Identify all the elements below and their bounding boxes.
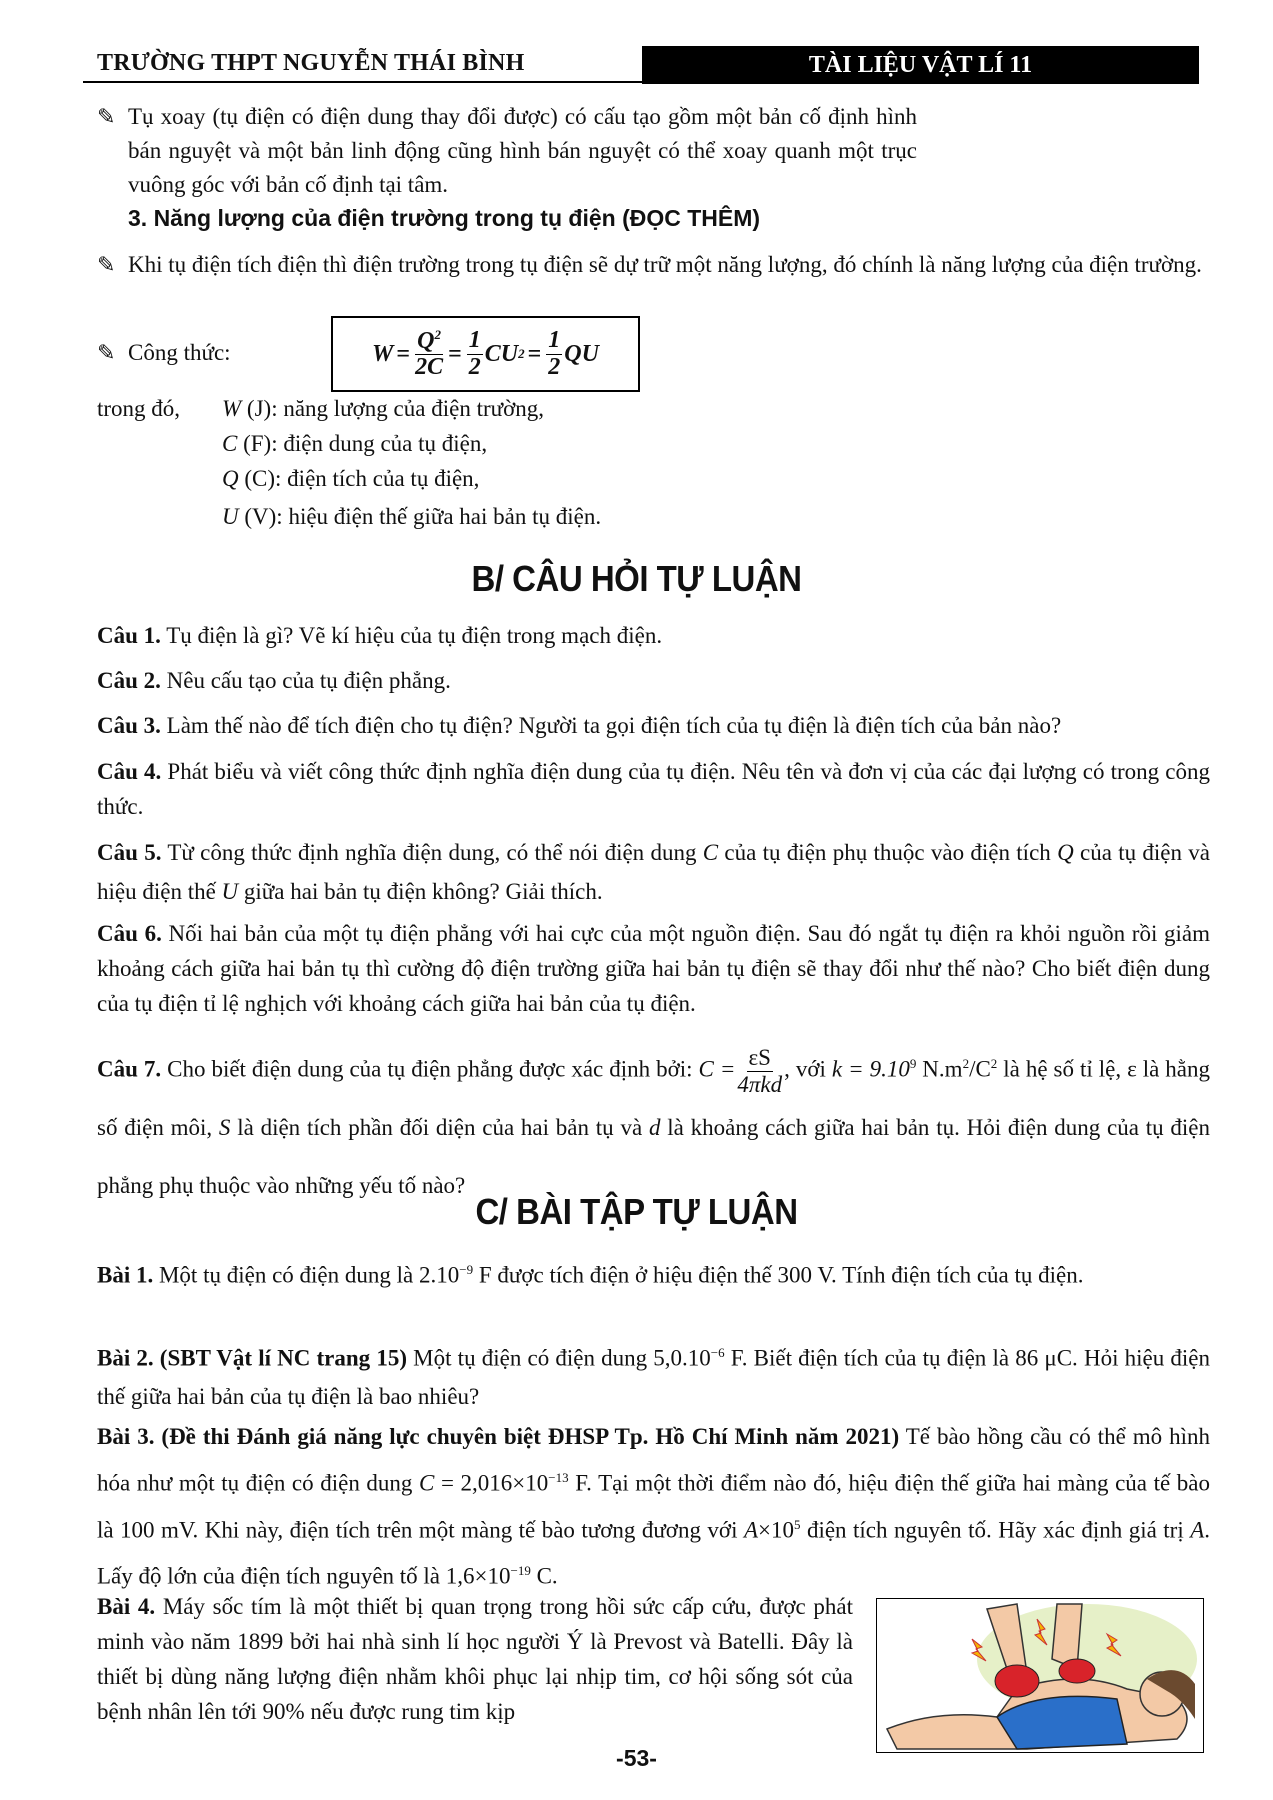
exp: 2 [990, 1056, 998, 1071]
question-label: Câu 1. [97, 623, 161, 648]
exp: 2 [518, 346, 525, 361]
question-text: Tụ điện là gì? Vẽ kí hiệu của tụ điện trong mạch điện. [160, 623, 663, 648]
variable-definition [222, 504, 601, 530]
pointing-hand-icon: ✎ [97, 340, 116, 365]
question-4 [97, 754, 1210, 824]
variable-definition [222, 396, 544, 422]
question-text: là hệ số tỉ lệ, ε là hằng số điện môi, [97, 1056, 1210, 1140]
formula-label: Công thức: [128, 340, 231, 365]
definition: (C): điện tích của tụ điện, [238, 466, 480, 491]
question-label: Câu 3. [97, 713, 161, 738]
question-text: giữa hai bản tụ điện không? Giải thích. [238, 879, 603, 904]
exp: 9 [909, 1056, 917, 1071]
exercise-text: ×10 [758, 1517, 794, 1543]
unit: /C [969, 1056, 991, 1082]
exp: −9 [459, 1262, 474, 1277]
exercise-text: C. [530, 1563, 558, 1589]
num: εS [748, 1044, 771, 1070]
exp: 5 [794, 1516, 801, 1532]
symbol: U [222, 504, 239, 529]
question-label: Câu 7. [97, 1056, 162, 1082]
bullet-tu-xoay [97, 100, 917, 202]
symbol: C [222, 431, 238, 456]
section-c-heading: C/ BÀI TẬP TỰ LUẬN [475, 1191, 798, 1232]
symbol: A [743, 1517, 759, 1543]
formula-qu: QU [564, 340, 599, 367]
section-title: 3. Năng lượng của điện trường trong tụ điện [128, 205, 623, 231]
bullet-energy [97, 248, 1210, 282]
exp: −19 [510, 1563, 531, 1579]
capacitance-fraction [737, 1045, 782, 1098]
exercise-text: Máy sốc tím là một thiết bị quan trọng trong hồi sức cấp cứu, được phát minh vào năm 1899 bởi hai nhà sinh lí học người Ý là Prevost và Batelli. Đây là thiết bị dùng năng lượng điện nhằm khôi phục lại nhịp tim, cơ hội sống sót của bệnh nhân lên tới 90% nếu được rung tim kịp [97, 1594, 853, 1724]
section-note: (ĐỌC THÊM) [622, 205, 761, 231]
exp: −6 [710, 1345, 725, 1360]
page-number: -53- [616, 1745, 657, 1771]
exercise-text: điện tích nguyên tố. Hãy xác định giá trị [800, 1517, 1191, 1543]
cpr-defibrillation-image [877, 1599, 1203, 1752]
energy-formula-box [331, 316, 640, 392]
question-text: của tụ điện và hiệu điện thế [97, 840, 1210, 904]
symbol: W [222, 396, 242, 421]
question-label: Câu 4. [97, 759, 162, 784]
question-1 [97, 618, 1210, 653]
formula-eq: = [396, 340, 411, 367]
exp: 2 [962, 1056, 970, 1071]
question-text: là khoảng cách giữa hai bản tụ. Hỏi điện dung của tụ điện phẳng phụ thuộc vào những yếu tố nào? [97, 1114, 1210, 1198]
variable-definition [222, 431, 487, 457]
fraction-half [546, 328, 562, 379]
exercise-4 [97, 1589, 853, 1729]
exercise-text: F. Biết điện tích của tụ điện là 86 μC. Hỏi hiệu điện thế giữa hai bản của tụ điện là bao nhiêu? [97, 1345, 1210, 1409]
symbol: S [218, 1114, 231, 1140]
exercise-label: Bài 1. [97, 1262, 154, 1288]
document-title [642, 46, 1199, 84]
question-2 [97, 663, 1210, 698]
document-title-text: TÀI LIỆU VẬT LÍ 11 [808, 51, 1033, 78]
symbol: C [702, 840, 719, 865]
where-label: trong đó, [97, 396, 181, 421]
definition: (J): năng lượng của điện trường, [241, 396, 545, 421]
question-label: Câu 6. [97, 921, 162, 946]
q: Q [417, 327, 435, 354]
exercise-text: Một tụ điện có điện dung 5,0.10 [407, 1345, 711, 1371]
question-label: Câu 5. [97, 840, 162, 865]
exercise-1 [97, 1252, 1210, 1294]
definition: (F): điện dung của tụ điện, [237, 431, 488, 456]
formula-eq: = [448, 340, 462, 367]
symbol: U [221, 879, 239, 904]
exercise-text: Tế bào hồng cầu có thể mô hình hóa như một tụ điện có điện dung [97, 1424, 1210, 1496]
exercise-text: F được tích điện ở hiệu điện thế 300 V. Tính điện tích của tụ điện. [473, 1262, 1084, 1288]
school-name: TRƯỜNG THPT NGUYỄN THÁI BÌNH [97, 50, 525, 76]
formula-eq: = [527, 340, 542, 367]
symbol: Q [1057, 840, 1074, 865]
header-rule [83, 81, 643, 83]
exercise-label: Bài 2. (SBT Vật lí NC trang 15) [97, 1345, 408, 1371]
paragraph: Tụ xoay (tụ điện có điện dung thay đổi được) có cấu tạo gồm một bản cố định hình bán nguyệt và một bản linh động cũng hình bán nguyệt có thể xoay quanh một trục vuông góc với bản cố định tại tâm. [128, 104, 917, 197]
den: 2 [548, 353, 561, 380]
question-text: Nêu cấu tạo của tụ điện phẳng. [160, 668, 451, 693]
den: 2C [415, 354, 444, 380]
question-7 [97, 1035, 1210, 1215]
question-6 [97, 916, 1210, 1021]
den: 2 [468, 353, 481, 380]
exercise-text: Một tụ điện có điện dung là 2.10 [153, 1262, 460, 1288]
paragraph: Khi tụ điện tích điện thì điện trường trong tụ điện sẽ dự trữ một năng lượng, đó chính là năng lượng của điện trường. [128, 252, 1202, 277]
exercise-3 [97, 1416, 1210, 1597]
exp: 2 [434, 326, 441, 342]
pointing-hand-icon: ✎ [97, 104, 116, 129]
symbol: d [648, 1114, 661, 1140]
question-text: Làm thế nào để tích điện cho tụ điện? Người ta gọi điện tích của tụ điện là điện tích của bản nào? [160, 713, 1062, 738]
exercise-2 [97, 1334, 1210, 1416]
exercise-text: . Lấy độ lớn của điện tích nguyên tố là 1,6×10 [97, 1517, 1210, 1589]
den: 4πkd [737, 1071, 783, 1097]
symbol: C = [698, 1056, 736, 1082]
variable-definition [222, 466, 479, 492]
symbol: A [1190, 1517, 1205, 1543]
symbol: k = 9.10 [831, 1056, 910, 1082]
exercise-label: Bài 4. [97, 1594, 156, 1619]
pointing-hand-icon: ✎ [97, 252, 116, 277]
exercise-text: = 2,016×10 [434, 1470, 549, 1496]
question-text: , với [784, 1056, 832, 1082]
question-text: Cho biết điện dung của tụ điện phẳng được xác định bởi: [161, 1056, 699, 1082]
unit: N.m [916, 1056, 963, 1082]
question-text: Phát biểu và viết công thức định nghĩa điện dung của tụ điện. Nêu tên và đơn vị của các đại lượng có trong công thức. [97, 759, 1210, 819]
question-5 [97, 833, 1210, 911]
exercise-label: Bài 3. (Đề thi Đánh giá năng lực chuyên biệt ĐHSP Tp. Hồ Chí Minh năm 2021) [97, 1424, 900, 1449]
num: 1 [468, 327, 481, 354]
num: 1 [548, 327, 561, 354]
symbol: Q [222, 466, 239, 491]
definition: (V): hiệu điện thế giữa hai bản tụ điện. [238, 504, 602, 529]
exp: −13 [548, 1470, 569, 1485]
question-text: Từ công thức định nghĩa điện dung, có thể nói điện dung [161, 840, 703, 865]
section-3-heading [128, 205, 760, 232]
defibrillator-illustration [876, 1598, 1204, 1753]
section-b-heading: B/ CÂU HỎI TỰ LUẬN [471, 558, 802, 599]
fraction-q2-2c [415, 328, 443, 380]
question-text: của tụ điện phụ thuộc vào điện tích [718, 840, 1058, 865]
fraction-half [467, 328, 483, 379]
question-label: Câu 2. [97, 668, 161, 693]
formula-w: W [372, 340, 394, 367]
symbol: C [419, 1470, 435, 1496]
question-text: là diện tích phần đối diện của hai bản tụ và [230, 1114, 649, 1140]
question-text: Nối hai bản của một tụ điện phẳng với hai cực của một nguồn điện. Sau đó ngắt tụ điện ra khỏi nguồn rồi giảm khoảng cách giữa hai bản tụ thì cường độ điện trường giữa hai bản tụ điện sẽ thay đổi như thế nào? Cho biết điện dung của tụ điện tỉ lệ nghịch với khoảng cách giữa hai bản của tụ điện. [97, 921, 1211, 1016]
formula-cu: CU [484, 340, 519, 367]
question-3 [97, 708, 1210, 743]
exercise-text: F. Tại một thời điểm nào đó, hiệu điện thế giữa hai màng của tế bào là 100 mV. Khi này, điện tích trên một màng tế bào tương đương với [97, 1470, 1210, 1543]
